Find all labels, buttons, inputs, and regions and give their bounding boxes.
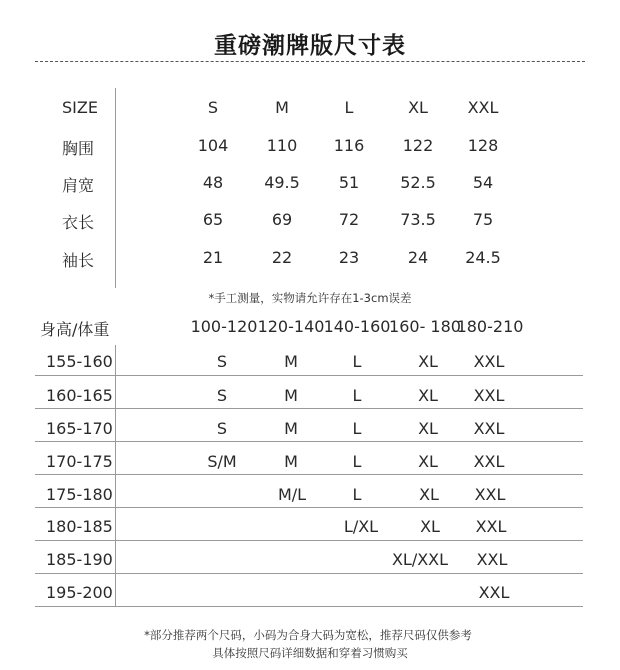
measurement-value: 69 <box>271 210 293 229</box>
recommendation-table-divider <box>115 345 116 607</box>
recommended-size: XXL <box>473 386 505 405</box>
height-weight-header: 身高/体重 <box>40 320 110 339</box>
recommended-size: XL <box>418 419 438 438</box>
measurement-row-label: 衣长 <box>62 213 95 232</box>
recommended-size: XXL <box>476 550 508 569</box>
measurement-value: 23 <box>338 248 360 267</box>
recommended-size: L <box>352 419 362 438</box>
row-separator <box>35 573 583 574</box>
measurement-value: 75 <box>472 210 494 229</box>
measurement-value: 54 <box>472 173 494 192</box>
recommended-size: XXL <box>478 583 510 602</box>
measurement-row-label: 肩宽 <box>62 176 95 195</box>
footer-note-1: *部分推荐两个尺码，小码为合身大码为宽松，推荐尺码仅供参考 <box>144 628 472 642</box>
measurement-value: 49.5 <box>264 173 300 192</box>
measurement-value: 22 <box>271 248 293 267</box>
footer-note-2: 具体按照尺码详细数据和穿着习惯购买 <box>212 646 408 660</box>
recommended-size: S/M <box>207 452 237 471</box>
measurement-value: 65 <box>202 210 224 229</box>
recommended-size: XXL <box>473 452 505 471</box>
weight-range-header: 180-210 <box>456 317 524 336</box>
height-range-label: 170-175 <box>46 452 113 471</box>
row-separator <box>35 540 583 541</box>
height-range-label: 195-200 <box>46 583 113 602</box>
measurement-value: 51 <box>338 173 360 192</box>
recommended-size: L <box>352 485 362 504</box>
size-column-header: XXL <box>467 98 499 117</box>
recommended-size: XL <box>420 517 440 536</box>
recommended-size: XL <box>418 386 438 405</box>
recommended-size: M <box>284 386 298 405</box>
row-separator <box>35 441 583 442</box>
recommended-size: XXL <box>474 485 506 504</box>
weight-range-header: 120-140 <box>257 317 325 336</box>
height-range-label: 175-180 <box>46 485 113 504</box>
recommended-size: M <box>284 452 298 471</box>
measurement-value: 52.5 <box>400 173 436 192</box>
recommended-size: XXL <box>473 352 505 371</box>
size-header: SIZE <box>62 98 98 117</box>
row-separator <box>35 408 583 409</box>
recommended-size: L <box>352 386 362 405</box>
height-range-label: 165-170 <box>46 419 113 438</box>
recommended-size: XXL <box>475 517 507 536</box>
recommended-size: XL <box>418 452 438 471</box>
measurement-value: 48 <box>202 173 224 192</box>
measurement-note: *手工测量，实物请允许存在1-3cm误差 <box>208 291 412 305</box>
measurement-value: 110 <box>266 136 298 155</box>
size-column-header: L <box>344 98 354 117</box>
measurement-value: 72 <box>338 210 360 229</box>
row-separator <box>35 375 583 376</box>
size-column-header: M <box>275 98 289 117</box>
weight-range-header: 100-120 <box>190 317 258 336</box>
height-range-label: 155-160 <box>46 352 113 371</box>
measurement-table-divider <box>115 88 116 288</box>
weight-range-header: 160- 180 <box>389 317 461 336</box>
recommended-size: M <box>284 352 298 371</box>
recommended-size: M <box>284 419 298 438</box>
height-range-label: 160-165 <box>46 386 113 405</box>
recommended-size: XL <box>419 485 439 504</box>
size-column-header: XL <box>408 98 428 117</box>
measurement-value: 122 <box>402 136 434 155</box>
recommended-size: XL/XXL <box>391 550 449 569</box>
recommended-size: XL <box>418 352 438 371</box>
measurement-value: 24.5 <box>465 248 501 267</box>
recommended-size: S <box>216 419 228 438</box>
recommended-size: S <box>216 352 228 371</box>
page-title: 重磅潮牌版尺寸表 <box>214 33 406 59</box>
height-range-label: 180-185 <box>46 517 113 536</box>
measurement-row-label: 袖长 <box>62 251 95 270</box>
measurement-value: 116 <box>333 136 365 155</box>
measurement-value: 21 <box>202 248 224 267</box>
height-range-label: 185-190 <box>46 550 113 569</box>
measurement-value: 24 <box>407 248 429 267</box>
measurement-value: 73.5 <box>400 210 436 229</box>
recommended-size: L <box>352 452 362 471</box>
recommended-size: M/L <box>277 485 307 504</box>
measurement-row-label: 胸围 <box>62 139 95 158</box>
measurement-value: 128 <box>467 136 499 155</box>
measurement-value: 104 <box>197 136 229 155</box>
size-column-header: S <box>207 98 219 117</box>
recommended-size: L/XL <box>343 517 379 536</box>
row-separator <box>35 507 583 508</box>
weight-range-header: 140-160 <box>323 317 391 336</box>
recommended-size: L <box>352 352 362 371</box>
recommended-size: S <box>216 386 228 405</box>
recommended-size: XXL <box>473 419 505 438</box>
row-separator <box>35 606 583 607</box>
title-divider <box>35 61 585 62</box>
row-separator <box>35 474 583 475</box>
